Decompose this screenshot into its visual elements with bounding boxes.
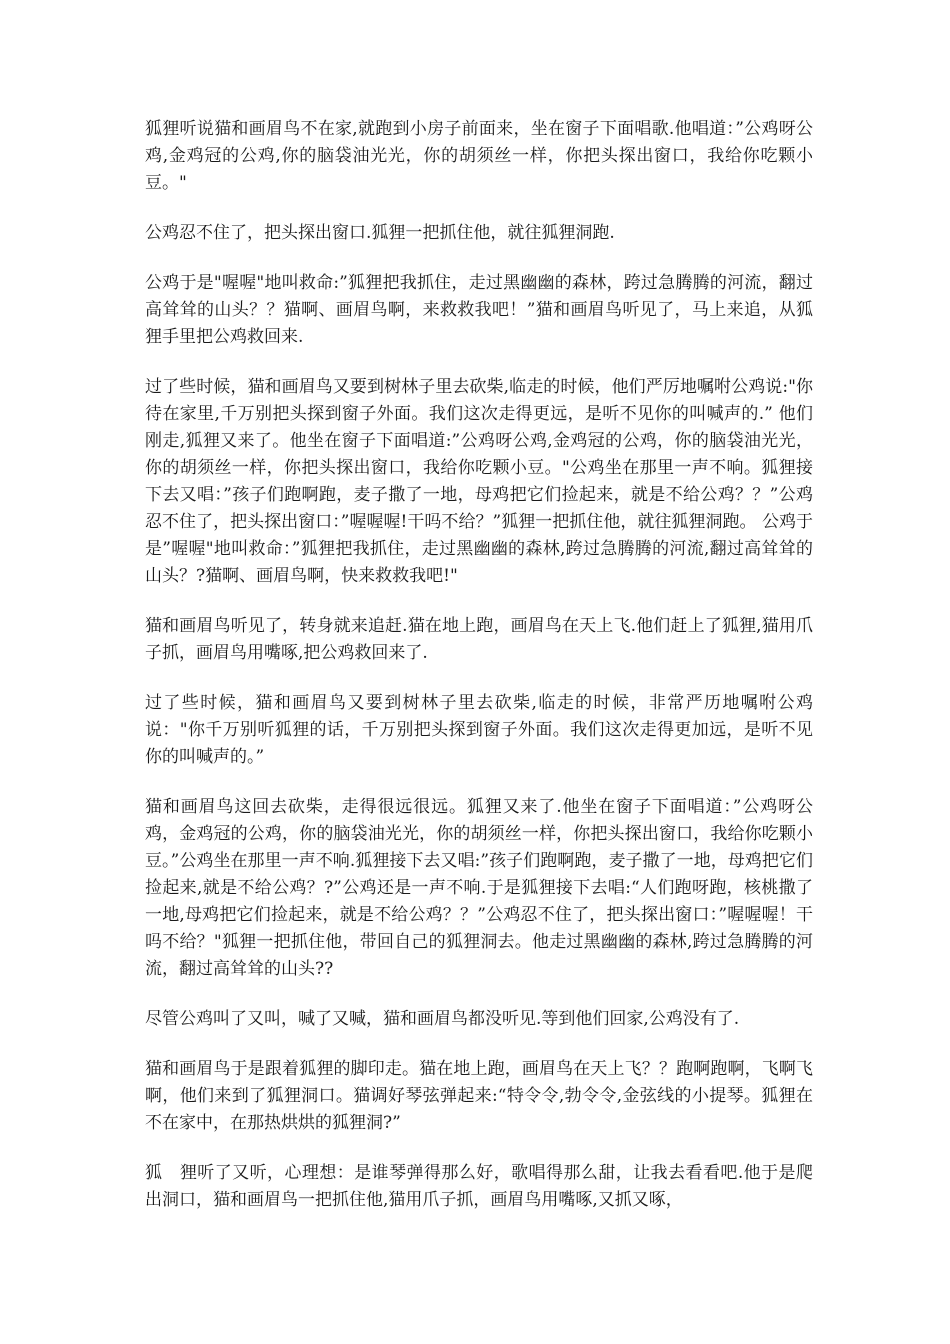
paragraph-1: 狐狸听说猫和画眉鸟不在家,就跑到小房子前面来，坐在窗子下面唱歌.他唱道：”公鸡呀公鸡,金鸡冠的公鸡,你的脑袋油光光，你的胡须丝一样，你把头探出窗口，我给你吃颗小豆。" (145, 119, 813, 193)
paragraph-3: 公鸡于是"喔喔"地叫救命:”狐狸把我抓住，走过黑幽幽的森林，跨过急腾腾的河流，翻过高耸耸的山头？？猫啊、画眉鸟啊，来救救我吧！”猫和画眉鸟听见了，马上来追，从狐狸手里把公鸡救回来. (145, 273, 813, 347)
paragraph-2: 公鸡忍不住了，把头探出窗口.狐狸一把抓住他，就往狐狸洞跑. (145, 223, 615, 243)
paragraph-4: 过了些时候，猫和画眉鸟又要到树林子里去砍柴,临走的时候，他们严厉地嘱咐公鸡说:"你待在家里,千万别把头探到窗子外面。我们这次走得更远，是听不见你的叫喊声的.” 他们刚走,狐狸又来了。他坐在窗子下面唱道:”公鸡呀公鸡,金鸡冠的公鸡，你的脑袋油光光，你的胡须丝一样，你把头探出窗口，我给你吃颗小豆。"公鸡坐在那里一声不响。狐狸接下去又唱：”孩子们跑啊跑，麦子撒了一地，母鸡把它们捡起来，就是不给公鸡？？”公鸡忍不住了，把头探出窗口：”喔喔喔!干吗不给？”狐狸一把抓住他，就往狐狸洞跑。 公鸡于是”喔喔"地叫救命：”狐狸把我抓住，走过黑幽幽的森林,跨过急腾腾的河流,翻过高耸耸的山头？?猫啊、画眉鸟啊，快来救救我吧!" (145, 377, 813, 586)
paragraph-9: 猫和画眉鸟于是跟着狐狸的脚印走。猫在地上跑，画眉鸟在天上飞？？跑啊跑啊，飞啊飞啊，他们来到了狐狸洞口。猫调好琴弦弹起来:“特令令,勃令令,金弦线的小提琴。狐狸在不在家中，在那热烘烘的狐狸洞?” (145, 1059, 813, 1133)
paragraph-8: 尽管公鸡叫了又叫，喊了又喊，猫和画眉鸟都没听见.等到他们回家,公鸡没有了. (145, 1009, 740, 1029)
paragraph-6: 过了些时候，猫和画眉鸟又要到树林子里去砍柴,临走的时候，非常严历地嘱咐公鸡说："你千万别听狐狸的话，千万别把头探到窗子外面。我们这次走得更加远，是听不见你的叫喊声的。” (145, 693, 813, 767)
paragraph-10: 狐 狸听了又听，心理想：是谁琴弹得那么好，歌唱得那么甜，让我去看看吧.他于是爬出洞口，猫和画眉鸟一把抓住他,猫用爪子抓，画眉鸟用嘴啄,又抓又啄， (145, 1163, 813, 1210)
paragraph-5: 猫和画眉鸟听见了，转身就来追赶.猫在地上跑，画眉鸟在天上飞.他们赶上了狐狸,猫用爪子抓，画眉鸟用嘴啄,把公鸡救回来了. (145, 616, 813, 663)
document-body (145, 116, 813, 1237)
paragraph-7: 猫和画眉鸟这回去砍柴，走得很远很远。狐狸又来了.他坐在窗子下面唱道：”公鸡呀公鸡，金鸡冠的公鸡，你的脑袋油光光，你的胡须丝一样，你把头探出窗口，我给你吃颗小豆。”公鸡坐在那里一声不响.狐狸接下去又唱:”孩子们跑啊跑，麦子撒了一地，母鸡把它们捡起来,就是不给公鸡？?”公鸡还是一声不响.于是狐狸接下去唱:“人们跑呀跑，核桃撒了一地,母鸡把它们捡起来，就是不给公鸡？？”公鸡忍不住了，把头探出窗口：”喔喔喔！干吗不给？"狐狸一把抓住他，带回自己的狐狸洞去。他走过黑幽幽的森林,跨过急腾腾的河流，翻过高耸耸的山头?? (145, 797, 813, 979)
